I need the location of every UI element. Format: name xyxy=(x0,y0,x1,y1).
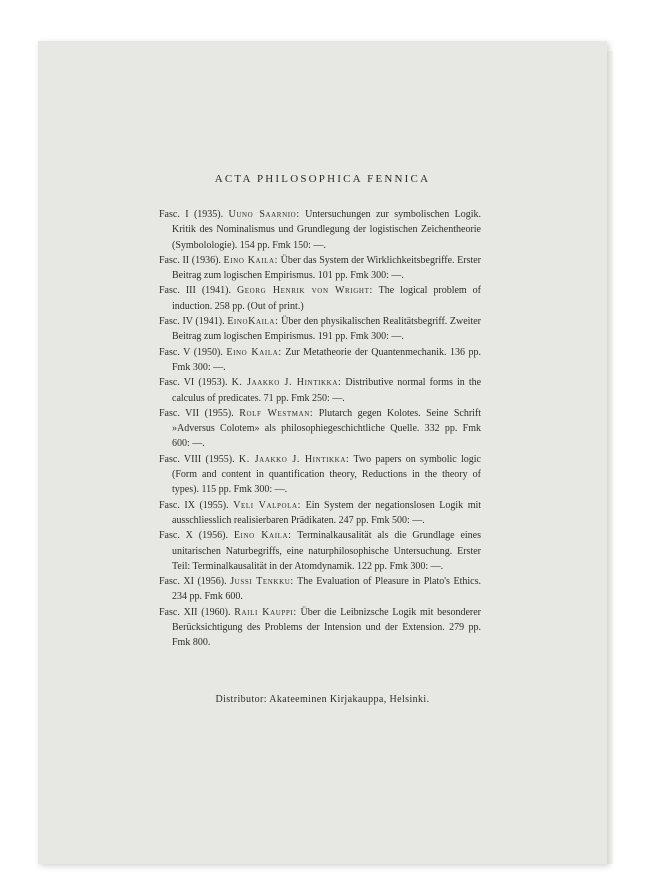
list-item xyxy=(159,283,481,314)
fasc-text: The logical problem of induction. 258 pp. (Out of print.) xyxy=(172,285,482,312)
fasc-year: (1936). xyxy=(191,254,221,266)
book-back-cover xyxy=(38,41,607,864)
list-item xyxy=(159,253,481,284)
fasc-author: K. Jaakko J. Hintikka: xyxy=(231,377,342,389)
list-item xyxy=(159,574,481,605)
fasc-author: Eino Kaila: xyxy=(223,254,279,266)
fasc-number: Fasc. XII xyxy=(159,606,198,618)
fasc-text: Über den physikalischen Realitätsbegriff. Zweiter Beitrag zum logischen Empirismus. 191 pp. Fmk 300: —. xyxy=(172,316,481,343)
fasc-year: (1950). xyxy=(193,346,223,358)
fasc-year: (1941). xyxy=(195,316,225,328)
fasc-number: Fasc. VIII xyxy=(159,453,202,465)
list-item xyxy=(159,528,481,574)
fasc-year: (1960). xyxy=(201,606,231,618)
list-item xyxy=(159,345,481,376)
fasc-text: Terminalkausalität als die Grundlage eines unitarischen Naturbegriffs, eine naturphilosophische Untersuchung. Erster Teil: Terminalkausalität in der Atomdynamik. 122 pp. Fmk 300: —. xyxy=(172,530,482,572)
list-item xyxy=(159,498,481,529)
fasc-author: EinoKaila: xyxy=(227,316,279,328)
fasc-author: Georg Henrik von Wright: xyxy=(236,285,373,297)
fasc-text: Untersuchungen zur symbolischen Logik. Kritik des Nominalismus und Grundlegung der logistischen Zeichentheorie (Symbolologie). 154 pp. Fmk 150: —. xyxy=(172,209,482,251)
fasc-number: Fasc. VI xyxy=(159,377,195,389)
fasc-year: (1935). xyxy=(193,209,224,220)
fasc-year: (1941). xyxy=(201,285,231,297)
fasc-year: (1956). xyxy=(198,530,228,542)
fasc-year: (1953). xyxy=(198,377,228,389)
fasc-text: Plutarch gegen Kolotes. Seine Schrift »Adversus Colotem» als philosophiegeschichtliche Quelle. 332 pp. Fmk 600: —. xyxy=(172,407,482,450)
fasc-author: K. Jaakko J. Hintikka: xyxy=(238,453,350,465)
fasc-number: Fasc. I xyxy=(159,209,189,220)
fasc-author: Raili Kauppi: xyxy=(234,606,297,618)
fasc-author: Jussi Tenkku: xyxy=(230,576,294,588)
fasc-text: The Evaluation of Pleasure in Plato's Ethics. 234 pp. Fmk 600. xyxy=(172,576,481,603)
list-item xyxy=(159,207,481,253)
fasc-number: Fasc. X xyxy=(159,530,193,542)
fasc-year: (1956). xyxy=(197,576,227,588)
fasc-text: Ein System der negationslosen Logik mit ausschliesslich realisierbaren Prädikaten. 247 pp. Fmk 500: —. xyxy=(172,499,482,526)
fasc-number: Fasc. IX xyxy=(159,499,195,511)
fascicle-list xyxy=(159,207,481,651)
fasc-year: (1955). xyxy=(205,453,235,465)
list-item xyxy=(159,452,481,498)
fasc-author: Veli Valpola: xyxy=(233,499,302,511)
fasc-number: Fasc. III xyxy=(159,285,196,297)
list-item xyxy=(159,406,481,452)
fasc-text: Two papers on symbolic logic (Form and content in quantification theory, Reductions in the theory of types). 115 pp. Fmk 300: —. xyxy=(172,453,481,496)
list-item xyxy=(159,314,481,345)
fasc-text: Über die Leibnizsche Logik mit besonderer Berücksichtigung des Problems der Intension und der Extension. 279 pp. Fmk 800. xyxy=(172,606,482,649)
fasc-number: Fasc. IV xyxy=(159,316,193,328)
fasc-number: Fasc. V xyxy=(159,346,191,358)
distributor-line: Distributor: Akateeminen Kirjakauppa, Helsinki. xyxy=(215,694,430,705)
fasc-year: (1955). xyxy=(204,407,234,419)
fasc-number: Fasc. II xyxy=(159,254,190,266)
fasc-text: Über das System der Wirklichkeitsbegriffe. Erster Beitrag zum logischen Empirismus. 101 pp. Fmk 300: —. xyxy=(172,254,482,282)
fasc-author: Rolf Westman: xyxy=(239,407,314,419)
list-item xyxy=(159,605,481,651)
fasc-number: Fasc. VII xyxy=(159,407,200,419)
fasc-text: Zur Metatheorie der Quantenmechanik. 136 pp. Fmk 300: —. xyxy=(172,346,481,373)
fasc-author: Eino Kaila: xyxy=(233,530,292,542)
fasc-year: (1955). xyxy=(199,499,229,511)
fasc-text: Distributive normal forms in the calculus of predicates. 71 pp. Fmk 250: —. xyxy=(172,377,482,404)
list-item xyxy=(159,375,481,406)
fasc-number: Fasc. XI xyxy=(159,576,194,588)
fasc-author: Uuno Saarnio: xyxy=(228,209,300,220)
fasc-author: Eino Kaila: xyxy=(226,346,282,358)
series-title: ACTA PHILOSOPHICA FENNICA xyxy=(214,173,431,185)
